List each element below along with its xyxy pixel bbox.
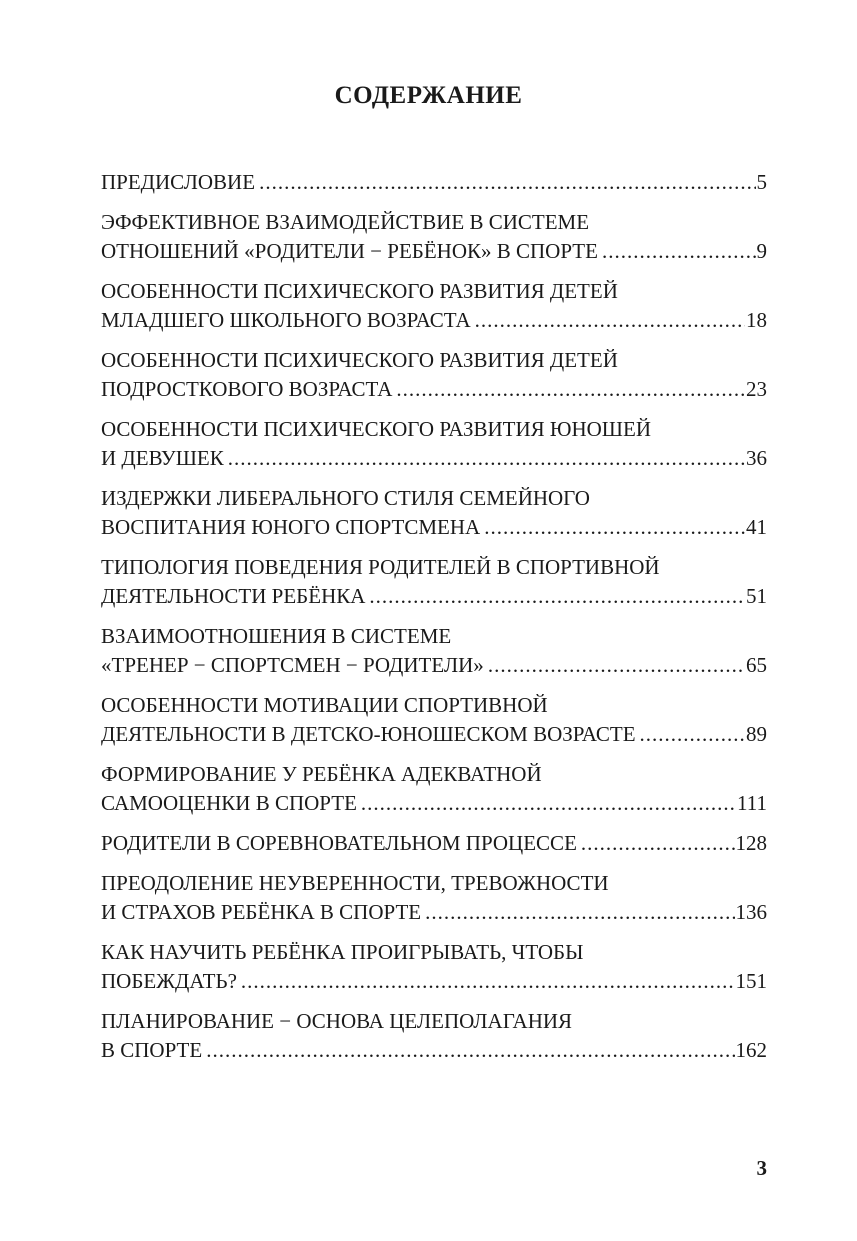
toc-entry-last-line [101,168,767,197]
toc-entry[interactable] [101,760,767,818]
toc-entry-title-line: И ДЕВУШЕК [101,446,224,470]
toc-entry-title-line: КАК НАУЧИТЬ РЕБЁНКА ПРОИГРЫВАТЬ, ЧТОБЫ [101,940,584,964]
toc-entry-title-line: ОСОБЕННОСТИ ПСИХИЧЕСКОГО РАЗВИТИЯ ДЕТЕЙ [101,348,618,372]
toc-entry-title-line: ВЗАИМООТНОШЕНИЯ В СИСТЕМЕ [101,624,452,648]
toc-entry-page: 9 [756,239,767,263]
toc-entry[interactable] [101,553,767,611]
toc-entry-last-line [101,513,767,542]
toc-entry-last-line [101,237,767,266]
toc-entry-title-line: ПРЕОДОЛЕНИЕ НЕУВЕРЕННОСТИ, ТРЕВОЖНОСТИ [101,871,609,895]
toc-entry-page: 51 [746,584,767,608]
toc-entry[interactable] [101,622,767,680]
toc-entry[interactable] [101,691,767,749]
toc-entry-last-line [101,967,767,996]
toc-entry-last-line [101,789,767,818]
dot-leader [602,237,756,266]
toc-entry-last-line [101,306,767,335]
toc-entry-title-line: МЛАДШЕГО ШКОЛЬНОГО ВОЗРАСТА [101,308,471,332]
toc-entry-page: 128 [735,831,767,855]
dot-leader [581,829,735,858]
toc-entry-title-line: В СПОРТЕ [101,1038,203,1062]
toc-entry-page: 5 [756,170,767,194]
dot-leader [425,898,734,927]
toc-entry-page: 89 [746,722,767,746]
table-of-contents [101,168,767,1076]
toc-entry-last-line [101,1036,767,1065]
toc-entry[interactable] [101,938,767,996]
toc-entry[interactable] [101,829,767,858]
toc-entry-title-line: ЭФФЕКТИВНОЕ ВЗАИМОДЕЙСТВИЕ В СИСТЕМЕ [101,210,590,234]
toc-entry-title-line: «ТРЕНЕР − СПОРТСМЕН − РОДИТЕЛИ» [101,653,484,677]
toc-entry-page: 41 [746,515,767,539]
toc-entry-title-line: ДЕЯТЕЛЬНОСТИ РЕБЁНКА [101,584,366,608]
toc-entry-title-line: ФОРМИРОВАНИЕ У РЕБЁНКА АДЕКВАТНОЙ [101,762,542,786]
toc-entry-title-line: И СТРАХОВ РЕБЁНКА В СПОРТЕ [101,900,422,924]
dot-leader [640,720,745,749]
dot-leader [228,444,745,473]
page-title: СОДЕРЖАНИЕ [334,82,523,109]
dot-leader [475,306,745,335]
toc-entry-last-line [101,582,767,611]
toc-entry[interactable] [101,277,767,335]
toc-entry-page: 162 [735,1038,767,1062]
dot-leader [396,375,745,404]
toc-entry-last-line [101,829,767,858]
toc-entry-title-line: ПОДРОСТКОВОГО ВОЗРАСТА [101,377,393,401]
toc-entry-title-line: ВОСПИТАНИЯ ЮНОГО СПОРТСМЕНА [101,515,481,539]
toc-entry-page: 151 [735,969,767,993]
toc-entry-page: 36 [746,446,767,470]
toc-entry-last-line [101,444,767,473]
toc-entry[interactable] [101,869,767,927]
toc-entry-title-line: САМООЦЕНКИ В СПОРТЕ [101,791,357,815]
toc-entry-last-line [101,375,767,404]
dot-leader [241,967,735,996]
toc-entry[interactable] [101,484,767,542]
toc-entry-last-line [101,898,767,927]
page-number: 3 [756,1156,767,1180]
toc-entry-last-line [101,651,767,680]
dot-leader [361,789,736,818]
toc-entry-title-line: ПЛАНИРОВАНИЕ − ОСНОВА ЦЕЛЕПОЛАГАНИЯ [101,1009,573,1033]
toc-entry-title-line: ОТНОШЕНИЙ «РОДИТЕЛИ − РЕБЁНОК» В СПОРТЕ [101,239,598,263]
toc-entry-title-line: ДЕЯТЕЛЬНОСТИ В ДЕТСКО-ЮНОШЕСКОМ ВОЗРАСТЕ [101,722,636,746]
toc-entry-title-line: ОСОБЕННОСТИ МОТИВАЦИИ СПОРТИВНОЙ [101,693,548,717]
dot-leader [206,1036,734,1065]
toc-entry-title-line: ОСОБЕННОСТИ ПСИХИЧЕСКОГО РАЗВИТИЯ ЮНОШЕЙ [101,417,651,441]
toc-entry-page: 111 [737,791,767,815]
toc-entry[interactable] [101,346,767,404]
toc-entry-title-line: ПОБЕЖДАТЬ? [101,969,237,993]
toc-entry-title-line: ПРЕДИСЛОВИЕ [101,170,256,194]
toc-entry-last-line [101,720,767,749]
dot-leader [259,168,755,197]
toc-entry-page: 136 [735,900,767,924]
toc-entry[interactable] [101,1007,767,1065]
toc-entry[interactable] [101,415,767,473]
toc-entry-title-line: ТИПОЛОГИЯ ПОВЕДЕНИЯ РОДИТЕЛЕЙ В СПОРТИВНОЙ [101,555,660,579]
toc-entry[interactable] [101,168,767,197]
toc-entry-title-line: РОДИТЕЛИ В СОРЕВНОВАТЕЛЬНОМ ПРОЦЕССЕ [101,831,577,855]
dot-leader [488,651,745,680]
toc-entry-page: 65 [746,653,767,677]
toc-entry-page: 23 [746,377,767,401]
toc-entry-title-line: ИЗДЕРЖКИ ЛИБЕРАЛЬНОГО СТИЛЯ СЕМЕЙНОГО [101,486,590,510]
dot-leader [369,582,745,611]
toc-entry[interactable] [101,208,767,266]
toc-entry-title-line: ОСОБЕННОСТИ ПСИХИЧЕСКОГО РАЗВИТИЯ ДЕТЕЙ [101,279,618,303]
dot-leader [484,513,745,542]
toc-entry-page: 18 [746,308,767,332]
